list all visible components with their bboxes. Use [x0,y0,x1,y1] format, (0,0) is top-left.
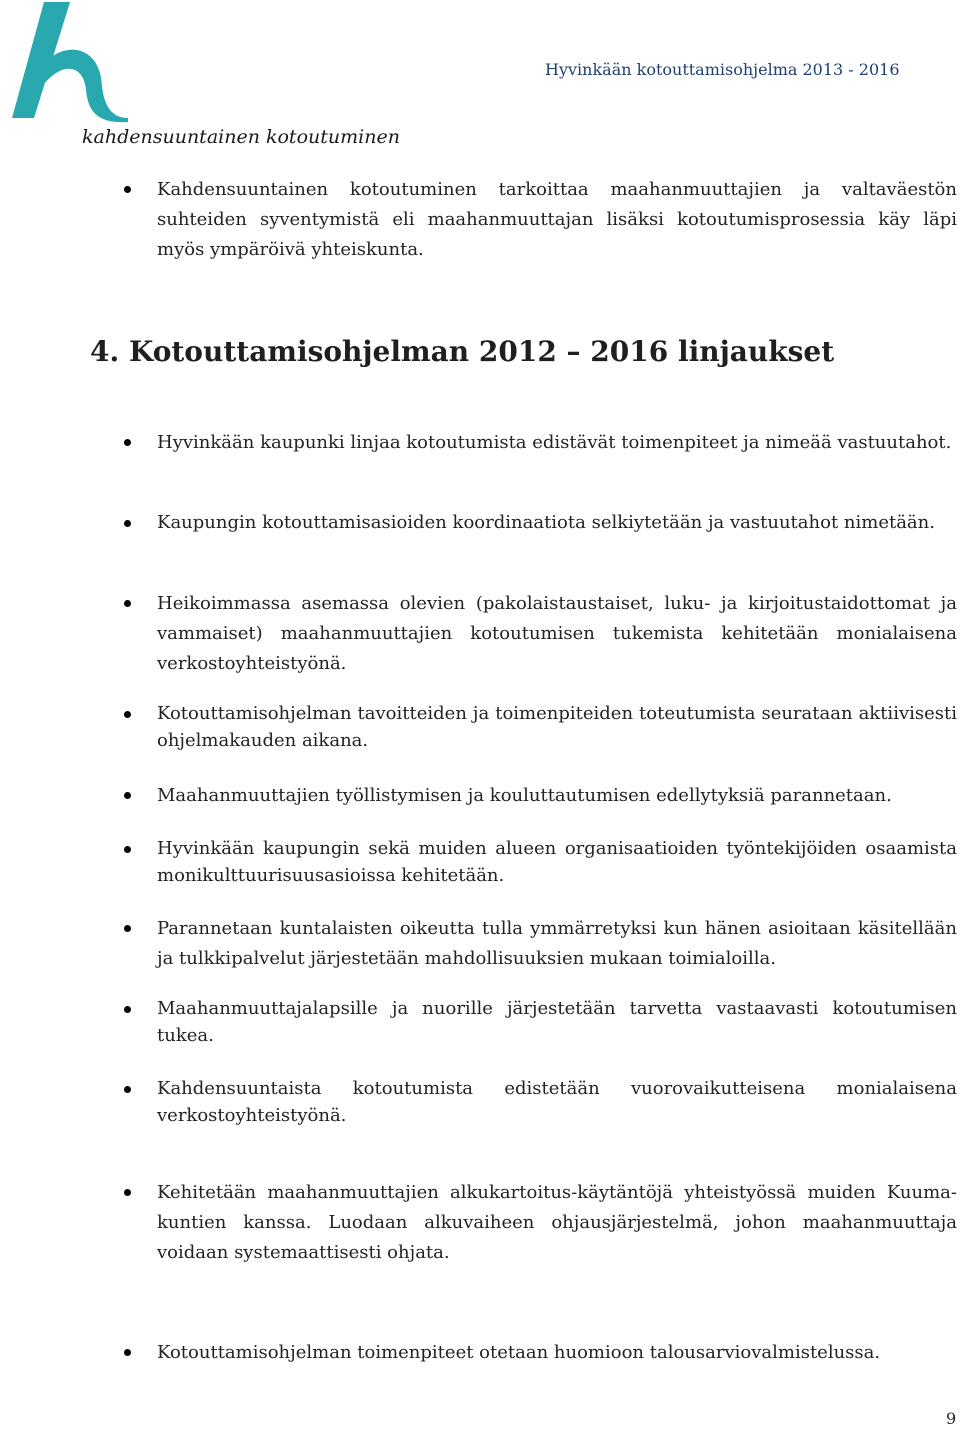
section-bullet [157,700,957,754]
bullet-text: Kaupungin kotouttamisasioiden koordinaatiota selkiytetään ja vastuutahot nimetään. [157,512,935,533]
bullet-dot-icon [124,792,131,799]
bullet-text: Maahanmuuttajalapsille ja nuorille järjestetään tarvetta vastaavasti kotoutumisen tukea. [157,998,957,1046]
section-bullet [157,835,957,889]
bullet-dot-icon [124,846,131,853]
bullet-dot-icon [124,1349,131,1356]
bullet-text: Hyvinkään kaupungin sekä muiden alueen organisaatioiden työntekijöiden osaamista monikulttuurisuusasioissa kehitetään. [157,838,957,886]
document-header-title: Hyvinkään kotouttamisohjelma 2013 - 2016 [545,60,900,79]
section-bullet [157,1338,957,1368]
bullet-dot-icon [124,439,131,446]
section-bullet [157,509,957,536]
section-heading: 4. Kotouttamisohjelman 2012 – 2016 linjaukset [90,335,835,368]
section-bullet [157,995,957,1049]
section-bullet [157,914,957,974]
bullet-text: Kehitetään maahanmuuttajien alkukartoitus-käytäntöjä yhteistyössä muiden Kuuma-kuntien kanssa. Luodaan alkuvaiheen ohjausjärjestelmä, johon maahanmuuttaja voidaan systemaattisesti ohjata. [157,1182,957,1263]
bullet-dot-icon [124,1006,131,1013]
section-bullet [157,1178,957,1268]
bullet-text: Kahdensuuntaista kotoutumista edistetään vuorovaikutteisena monialaisena verkostoyhteistyönä. [157,1078,957,1126]
intro-heading: kahdensuuntainen kotoutuminen [82,126,400,148]
bullet-dot-icon [124,1086,131,1093]
bullet-text: Maahanmuuttajien työllistymisen ja kouluttautumisen edellytyksiä parannetaan. [157,785,892,806]
section-bullet [157,428,957,458]
bullet-dot-icon [124,520,131,527]
section-bullet [157,1075,957,1129]
bullet-dot-icon [124,1189,131,1196]
bullet-text: Kahdensuuntainen kotoutuminen tarkoittaa maahanmuuttajien ja valtaväestön suhteiden syventymistä eli maahanmuuttajan lisäksi kotoutumisprosessia käy läpi myös ympäröivä yhteiskunta. [157,179,957,260]
teal-h-logo-icon [4,0,128,124]
bullet-dot-icon [124,711,131,718]
section-bullet [157,781,957,811]
bullet-text: Hyvinkään kaupunki linjaa kotoutumista edistävät toimenpiteet ja nimeää vastuutahot. [157,432,952,453]
section-bullet [157,589,957,679]
bullet-text: Parannetaan kuntalaisten oikeutta tulla ymmärretyksi kun hänen asioitaan käsitellään ja tulkkipalvelut järjestetään mahdollisuuksien mukaan toimialoilla. [157,918,957,969]
bullet-text: Kotouttamisohjelman tavoitteiden ja toimenpiteiden toteutumista seurataan aktiivisesti ohjelmakauden aikana. [157,703,957,751]
bullet-dot-icon [124,600,131,607]
page-number: 9 [946,1409,957,1428]
intro-bullet [157,175,957,265]
bullet-text: Heikoimmassa asemassa olevien (pakolaistaustaiset, luku- ja kirjoitustaidottomat ja vammaiset) maahanmuuttajien kotoutumisen tukemista kehitetään monialaisena verkostoyhteistyönä. [157,593,957,674]
bullet-dot-icon [124,186,131,193]
bullet-dot-icon [124,925,131,932]
bullet-text: Kotouttamisohjelman toimenpiteet otetaan huomioon talousarviovalmistelussa. [157,1342,881,1363]
